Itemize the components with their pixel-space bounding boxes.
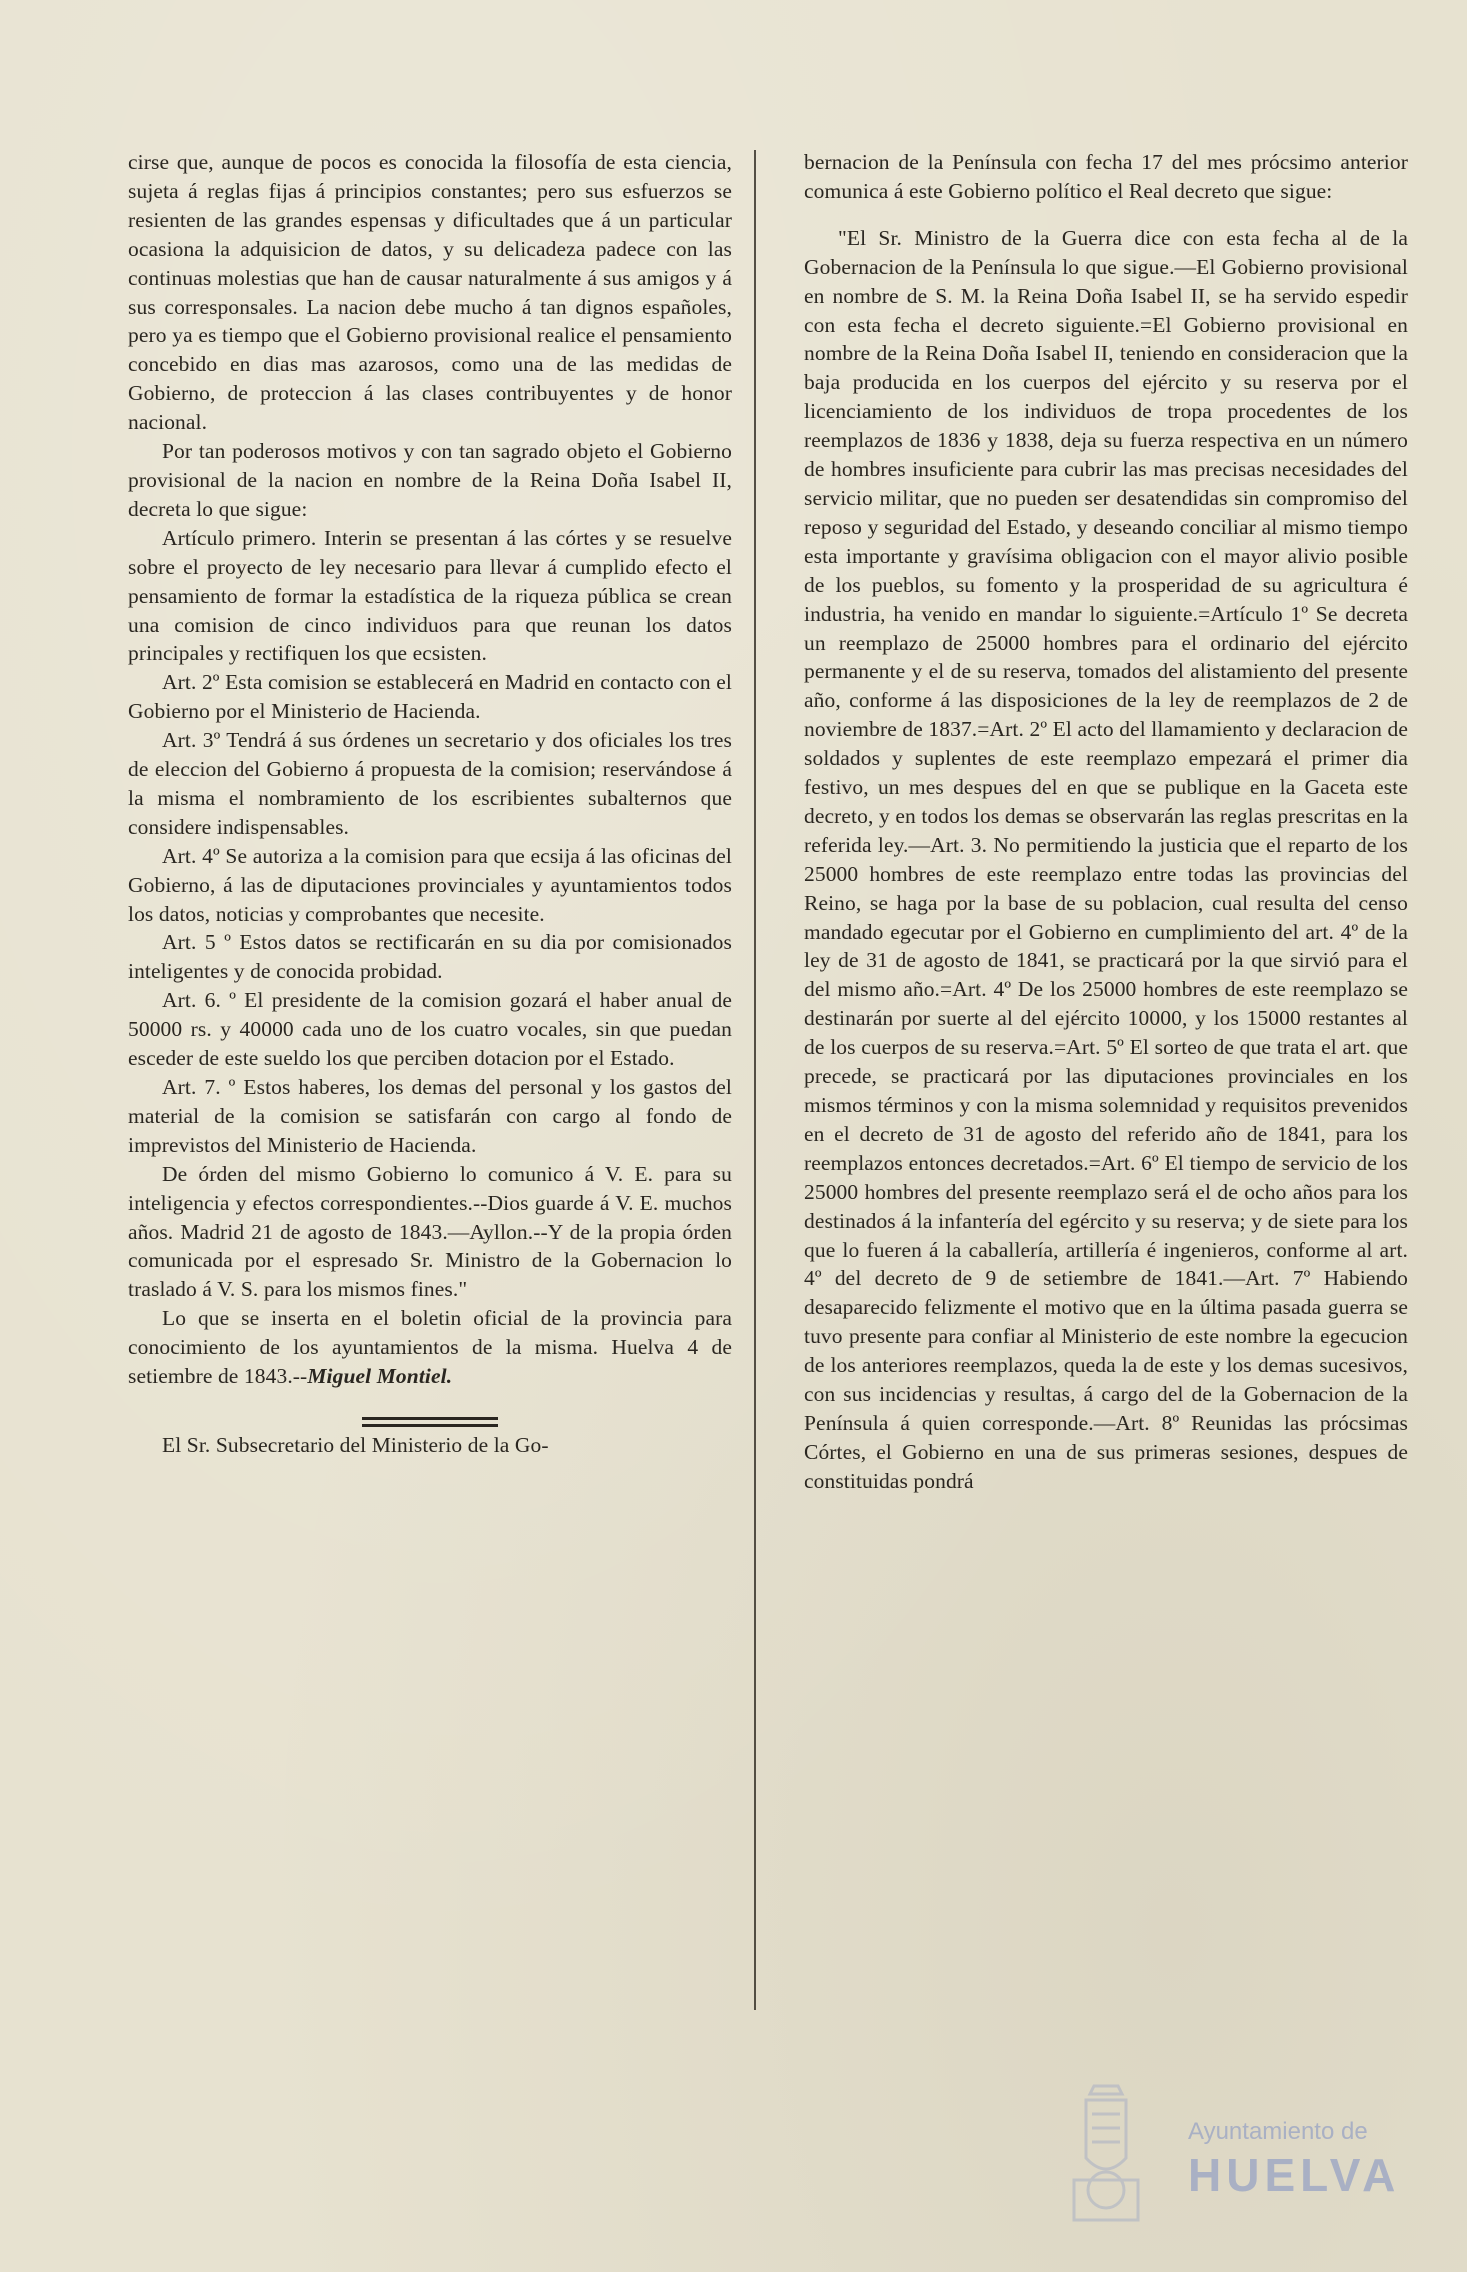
paragraph: bernacion de la Península con fecha 17 del mes prócsimo anterior comunica á este Gobierno político el Real decreto que sigue:	[804, 150, 1408, 203]
column-rule	[754, 150, 756, 2010]
left-column	[128, 148, 732, 1460]
divider-line	[362, 1417, 498, 1420]
closing-paragraph	[128, 1304, 732, 1391]
closing-text: Lo que se inserta en el boletin oficial de la provincia para conocimiento de los ayuntamientos de la misma. Huelva 4 de setiembre de 1843.--	[128, 1306, 732, 1389]
watermark-line1: Ayuntamiento de	[1188, 2118, 1368, 2145]
section-divider	[362, 1417, 498, 1427]
signature: Miguel Montiel.	[307, 1364, 453, 1389]
article-paragraph: Artículo primero. Interin se presentan á las córtes y se resuelve sobre el proyecto de ley necesario para llevar á cumplido efecto el pensamiento de formar la estadística de la riqueza pública se crean una comision de cinco individuos para que reunan los datos principales y rectifiquen los que ecsisten.	[128, 525, 732, 666]
article-paragraph: Art. 4º Se autoriza a la comision para que ecsija á las oficinas del Gobierno, á las de diputaciones provinciales y ayuntamientos todos los datos, noticias y comprobantes que necesite.	[128, 843, 732, 926]
article-paragraph: Art. 5 º Estos datos se rectificarán en su dia por comisionados inteligentes y de conocida probidad.	[128, 930, 732, 984]
article-paragraph: Art. 7. º Estos haberes, los demas del personal y los gastos del material de la comision se satisfarán con cargo al fondo de imprevistos del Ministerio de Hacienda.	[128, 1075, 732, 1157]
paragraph: Por tan poderosos motivos y con tan sagrado objeto el Gobierno provisional de la nacion en nombre de la Reina Doña Isabel II, decreta lo que sigue:	[128, 439, 732, 521]
watermark-line2: HUELVA	[1188, 2149, 1401, 2201]
section-heading: El Sr. Subsecretario del Ministerio de la Go-	[162, 1432, 549, 1457]
article-paragraph: Art. 2º Esta comision se establecerá en Madrid en contacto con el Gobierno por el Ministerio de Hacienda.	[128, 670, 732, 724]
right-column	[804, 148, 1408, 1496]
paragraph: cirse que, aunque de pocos es conocida la filosofía de esta ciencia, sujeta á reglas fijas á principios constantes; pero sus esfuerzos se resienten de las grandes espensas y dificultades que á un particular ocasiona la adquisicion de datos, y su delicadeza padece con las continuas molestias que han de causar naturalmente á sus amigos y á sus corresponsales. La nacion debe mucho á tan dignos españoles, pero ya es tiempo que el Gobierno provisional realice el pensamiento concebido en dias mas azarosos, como una de las medidas de Gobierno, de proteccion á las clases contribuyentes y de honor nacional.	[128, 150, 732, 435]
article-paragraph: Art. 6. º El presidente de la comision gozará el haber anual de 50000 rs. y 40000 cada uno de los cuatro vocales, sin que puedan esceder de este sueldo los que perciben dotacion por el Estado.	[128, 988, 732, 1071]
divider-line	[362, 1424, 498, 1427]
paragraph: De órden del mismo Gobierno lo comunico á V. E. para su inteligencia y efectos correspondientes.--Dios guarde á V. E. muchos años. Madrid 21 de agosto de 1843.—Ayllon.--Y de la propia órden comunicada por el espresado Sr. Ministro de la Gobernacion lo traslado á V. S. para los mismos fines."	[128, 1161, 732, 1302]
article-paragraph: Art. 3º Tendrá á sus órdenes un secretario y dos oficiales los tres de eleccion del Gobierno á propuesta de la comision; reservándose á la misma el nombramiento de los escribientes subalternos que considere indispensables.	[128, 728, 732, 839]
decree-paragraph: "El Sr. Ministro de la Guerra dice con esta fecha al de la Gobernacion de la Península lo que sigue.—El Gobierno provisional en nombre de S. M. la Reina Doña Isabel II, se ha servido espedir con esta fecha el decreto siguiente.=El Gobierno provisional en nombre de la Reina Doña Isabel II, teniendo en consideracion que la baja producida en los cuerpos del ejército y su reserva por el licenciamiento de los individuos de tropa procedentes de los reemplazos de 1836 y 1838, deja su fuerza respectiva en un número de hombres insuficiente para cubrir las mas precisas necesidades del servicio militar, que no pueden ser desatendidas sin compromiso del reposo y seguridad del Estado, y deseando conciliar al mismo tiempo esta importante y gravísima obligacion con el mayor alivio posible de los pueblos, su fomento y la prosperidad de su agricultura é industria, ha venido en mandar lo siguiente.=Artículo 1º Se decreta un reemplazo de 25000 hombres para el ordinario del ejército permanente y el de su reserva, tomados del alistamiento del presente año, conforme á las disposiciones de la ley de reemplazos de 2 de noviembre de 1837.=Art. 2º El acto del llamamiento y declaracion de soldados y suplentes de este reemplazo empezará el primer dia festivo, un mes despues del en que se publique en la Gaceta este decreto, y en todos los demas se observarán las reglas prescritas en la referida ley.—Art. 3. No permitiendo la justicia que el reparto de los 25000 hombres de este reemplazo entre todas las provincias del Reino, se haga por la base de su poblacion, cual resulta del censo mandado egecutar por el Gobierno en cumplimiento del art. 4º de la ley de 31 de agosto de 1841, se practicará por la que sirvió para el del mismo año.=Art. 4º De los 25000 hombres de este reemplazo se destinarán por suerte al del ejército 10000, y los 15000 restantes al de los cuerpos de su reserva.=Art. 5º El sorteo de que trata el art. que precede, se practicará por las diputaciones provinciales en los mismos términos y con la misma solemnidad y requisitos prevenidos en el decreto de 31 de agosto del referido año de 1841, para los reemplazos entonces decretados.=Art. 6º El tiempo de servicio de los 25000 hombres del presente reemplazo será el de ocho años para los destinados á la infantería del egército y su reserva; y de siete para los que lo fueren á la caballería, artillería é ingenieros, conforme al art. 4º del decreto de 9 de setiembre de 1841.—Art. 7º Habiendo desaparecido felizmente el motivo que en la última pasada guerra se tuvo presente para confiar al Ministerio de este nombre la egecucion de los anteriores reemplazos, queda la de este y los demas sucesivos, con sus incidencias y resultas, á cargo del de la Gobernacion de la Península á quien corresponde.—Art. 8º Reunidas las prócsimas Córtes, el Gobierno en una de sus primeras sesiones, despues de constituidas pondrá	[804, 225, 1408, 1493]
